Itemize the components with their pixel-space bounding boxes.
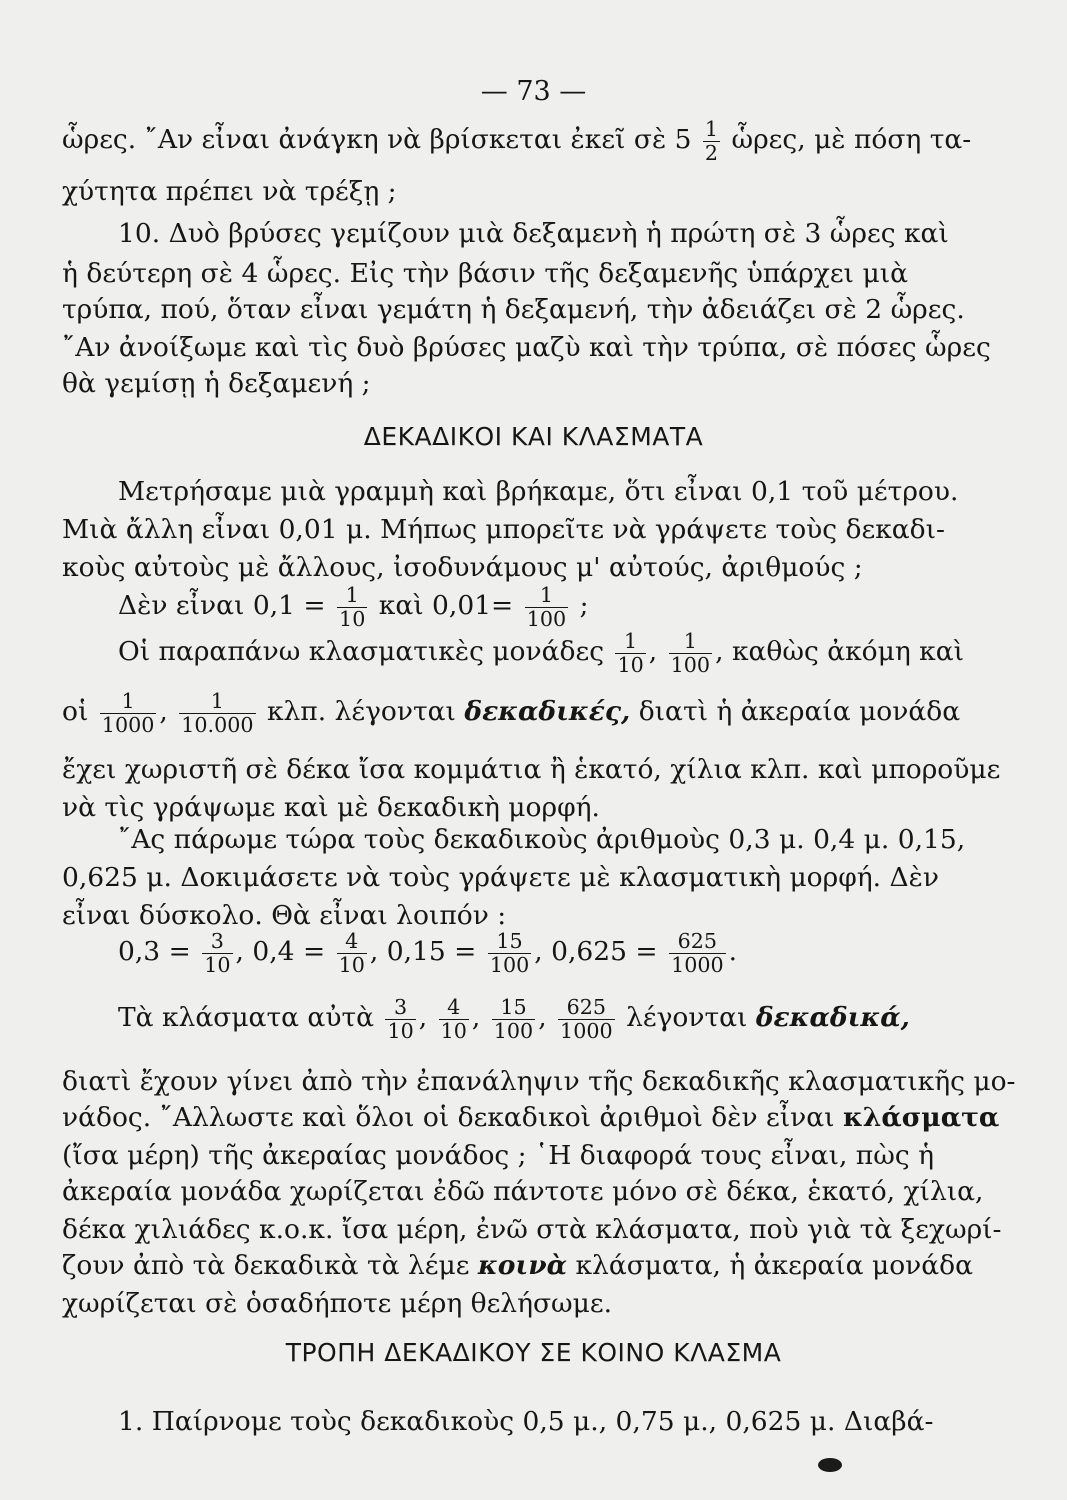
ink-blot-mark xyxy=(818,1458,842,1472)
fraction xyxy=(488,930,531,976)
text-span: 0,15 = xyxy=(386,936,477,968)
text-line xyxy=(62,1248,974,1284)
fraction-numerator: 3 xyxy=(394,995,408,1019)
text-line: ῎Αν ἀνοίξωμε καὶ τὶς δυὸ βρύσες μαζὺ καὶ τὴν τρύπα, σὲ πόσες ὧρες xyxy=(62,332,991,363)
fraction-denominator: 10 xyxy=(440,1018,467,1043)
text-span: νάδος. ῎Αλλωστε καὶ ὅλοι οἱ δεκαδικοὶ ἀριθμοὶ δὲν εἶναι xyxy=(62,1102,835,1133)
text-line xyxy=(62,117,972,165)
fraction-denominator: 100 xyxy=(493,1018,534,1043)
fraction xyxy=(385,996,415,1042)
text-line: νὰ τὶς γράψωμε καὶ μὲ δεκαδικὴ μορφή. xyxy=(62,792,600,823)
fraction-denominator: 2 xyxy=(704,140,719,165)
text-line: εἶναι δύσκολο. Θὰ εἶναι λοιπόν : xyxy=(62,900,507,931)
fraction-numerator: 4 xyxy=(447,995,461,1019)
text-line: 10. Δυὸ βρύσες γεμίζουν μιὰ δεξαμενὴ ἡ πρώτη σὲ 3 ὧρες καὶ xyxy=(118,218,949,249)
fraction-denominator: 10 xyxy=(617,652,644,677)
fraction-denominator: 10 xyxy=(338,952,365,977)
fraction-numerator: 3 xyxy=(210,929,224,953)
text-span: καθὼς ἀκόμη καὶ xyxy=(731,636,965,668)
section-heading: ΤΡΟΠΗ ΔΕΚΑΔΙΚΟΥ ΣΕ ΚΟΙΝΟ ΚΛΑΣΜΑ xyxy=(285,1338,782,1367)
emphasis-term: κοινὰ xyxy=(477,1250,568,1281)
text-span: οἱ xyxy=(62,696,89,728)
text-span: 0,3 = xyxy=(118,936,191,968)
fraction xyxy=(558,996,615,1042)
text-span: ζουν ἀπὸ τὰ δεκαδικὰ τὰ λέμε xyxy=(62,1250,470,1281)
fraction xyxy=(669,930,726,976)
fraction xyxy=(100,690,157,736)
text-span: ὧρες, μὲ πόση τα- xyxy=(731,124,972,156)
text-line: χύτητα πρέπει νὰ τρέξῃ ; xyxy=(62,176,397,207)
fraction-numerator: 625 xyxy=(677,929,718,953)
text-line: Μετρήσαμε μιὰ γραμμὴ καὶ βρήκαμε, ὅτι εἶναι 0,1 τοῦ μέτρου. xyxy=(118,476,959,507)
emphasis-term: δεκαδικές, xyxy=(464,696,631,728)
text-line: οἱ $\frac{1}{1000}$ , $\frac{1}{10.000}$ κλπ. λέγονται δεκαδικές, διατὶ ἡ ἀκεραία μονάδα xyxy=(62,689,961,737)
text-line: ἀκεραία μονάδα χωρίζεται ἐδῶ πάντοτε μόνο σὲ δέκα, ἑκατό, χίλια, xyxy=(62,1176,984,1207)
text-line: δέκα χιλιάδες κ.ο.κ. ἴσα μέρη, ἐνῶ στὰ κλάσματα, ποὺ γιὰ τὰ ξεχωρί- xyxy=(62,1214,1002,1245)
text-line xyxy=(62,1100,1000,1136)
fraction-denominator: 1000 xyxy=(560,1018,613,1043)
text-line: ἡ δεύτερη σὲ 4 ὧρες. Εἰς τὴν βάσιν τῆς δεξαμενῆς ὑπάρχει μιὰ xyxy=(62,258,908,289)
fraction-denominator: 10 xyxy=(387,1018,414,1043)
fraction-denominator: 10 xyxy=(339,606,366,631)
fraction-denominator: 100 xyxy=(489,952,530,977)
fraction-denominator: 1000 xyxy=(671,952,724,977)
text-span: καὶ 0,01= xyxy=(378,590,514,622)
fraction xyxy=(202,930,232,976)
fraction-denominator: 1000 xyxy=(101,712,155,737)
text-line: θὰ γεμίσῃ ἡ δεξαμενή ; xyxy=(62,368,371,399)
text-span: Οἱ παραπάνω κλασματικὲς μονάδες xyxy=(118,636,605,668)
fraction-numerator: 1 xyxy=(539,583,553,607)
fraction-numerator: 4 xyxy=(345,929,359,953)
text-span: 0,4 = xyxy=(252,936,326,968)
text-line: (ἴσα μέρη) τῆς ἀκεραίας μονάδος ; ῾Η διαφορά τους εἶναι, πὼς ἡ xyxy=(62,1140,934,1171)
fraction-numerator: 15 xyxy=(500,995,527,1019)
equation-line xyxy=(118,584,964,630)
text-span: ὧρες. ῎Αν εἶναι ἀνάγκη νὰ βρίσκεται ἐκεῖ σὲ 5 xyxy=(62,124,692,156)
fraction-numerator: 1 xyxy=(683,629,697,653)
text-span: Δὲν εἶναι 0,1 = xyxy=(118,590,326,622)
text-line: Οἱ παραπάνω κλασματικὲς μονάδες $\frac{1}{10}$ , $\frac{1}{100}$ , καθὼς ἀκόμη καὶ xyxy=(118,629,965,677)
fraction-numerator: 1 xyxy=(210,689,224,713)
text-line: Μιὰ ἄλλη εἶναι 0,01 μ. Μήπως μπορεῖτε νὰ γράψετε τοὺς δεκαδι- xyxy=(62,514,945,545)
fraction-numerator: 625 xyxy=(566,995,607,1019)
fraction xyxy=(439,996,469,1042)
fraction-numerator: 15 xyxy=(496,929,523,953)
text-span: λέγονται xyxy=(626,1002,748,1034)
text-line: 0,625 μ. Δοκιμάσετε νὰ τοὺς γράψετε μὲ κλασματικὴ μορφή. Δὲν xyxy=(62,862,939,893)
fraction xyxy=(337,584,367,630)
text-line: ῎Ας πάρωμε τώρα τοὺς δεκαδικοὺς ἀριθμοὺς 0,3 μ. 0,4 μ. 0,15, xyxy=(118,824,966,855)
emphasis-term: κλάσματα xyxy=(842,1102,1000,1133)
equation-line: 0,3 = $\frac{3}{10}$ , 0,4 = $\frac{4}{10}$ , 0,15 = $\frac{15}{100}$ , 0,625 = $\frac{625}{1000}$ . xyxy=(118,929,738,977)
fraction xyxy=(492,996,535,1042)
fraction-denominator: 100 xyxy=(526,606,567,631)
fraction-numerator: 1 xyxy=(704,117,719,141)
text-span: κλπ. λέγονται xyxy=(266,696,456,728)
fraction xyxy=(703,118,720,164)
fraction xyxy=(615,630,645,676)
text-line: χωρίζεται σὲ ὁσαδήποτε μέρη θελήσωμε. xyxy=(62,1288,613,1319)
fraction-numerator: 1 xyxy=(624,629,638,653)
text-line: τρύπα, πού, ὅταν εἶναι γεμάτη ἡ δεξαμενή, τὴν ἀδειάζει σὲ 2 ὧρες. xyxy=(62,294,965,325)
page-number: — 73 — xyxy=(480,76,587,107)
text-span: Τὰ κλάσματα αὐτὰ xyxy=(118,1002,374,1034)
text-line: κοὺς αὐτοὺς μὲ ἄλλους, ἰσοδυνάμους μ' αὐτούς, ἀριθμούς ; xyxy=(62,552,863,583)
fraction xyxy=(525,584,568,630)
fraction xyxy=(179,690,255,736)
text-span: διατὶ ἡ ἀκεραία μονάδα xyxy=(638,696,961,728)
fraction-denominator: 100 xyxy=(670,652,711,677)
fraction-numerator: 1 xyxy=(345,583,359,607)
fraction-numerator: 1 xyxy=(121,689,135,713)
equation-line: Τὰ κλάσματα αὐτὰ $\frac{3}{10}$ , $\frac{4}{10}$ , $\frac{15}{100}$ , $\frac{625}{1000}$ λέγονται δεκαδικά, xyxy=(118,995,910,1043)
emphasis-term: δεκαδικά, xyxy=(755,1002,910,1034)
text-span: 0,625 = xyxy=(551,936,658,968)
fraction xyxy=(669,630,712,676)
text-span: ; xyxy=(579,590,589,622)
text-span: κλάσματα, ἡ ἀκεραία μονάδα xyxy=(575,1250,974,1281)
section-heading: ΔΕΚΑΔΙΚΟΙ ΚΑΙ ΚΛΑΣΜΑΤΑ xyxy=(363,422,704,451)
fraction-denominator: 10.000 xyxy=(181,712,254,737)
fraction xyxy=(337,930,367,976)
text-line: 1. Παίρνομε τοὺς δεκαδικοὺς 0,5 μ., 0,75 μ., 0,625 μ. Διαβά- xyxy=(118,1406,934,1437)
fraction-denominator: 10 xyxy=(204,952,231,977)
text-line: διατὶ ἔχουν γίνει ἀπὸ τὴν ἐπανάληψιν τῆς δεκαδικῆς κλασματικῆς μο- xyxy=(62,1066,1016,1097)
text-line: ἔχει χωριστῆ σὲ δέκα ἴσα κομμάτια ἢ ἑκατό, χίλια κλπ. καὶ μποροῦμε xyxy=(62,754,1001,785)
